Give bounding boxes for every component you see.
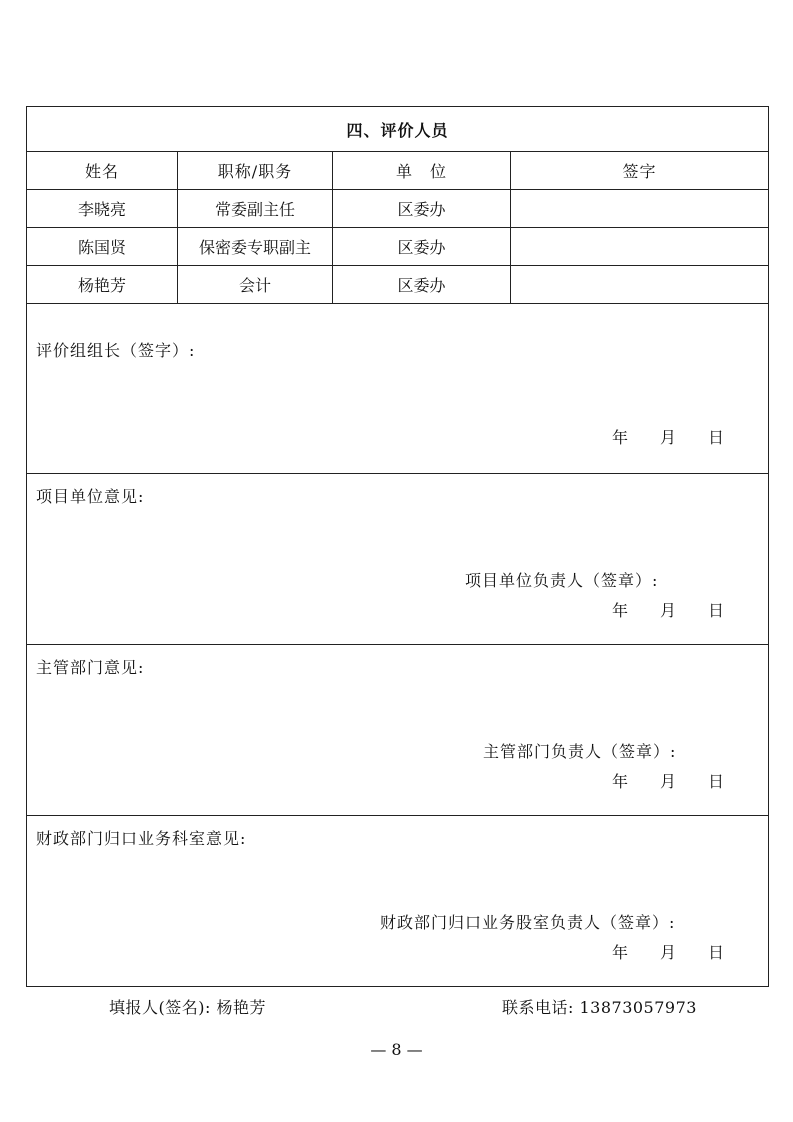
date-year: 年 xyxy=(611,772,628,791)
header-name: 姓名 xyxy=(27,152,178,190)
finance-opinion-label: 财政部门归口业务科室意见: xyxy=(36,829,247,848)
leader-date xyxy=(612,425,724,448)
unit-date xyxy=(612,598,724,621)
section-title: 四、评价人员 xyxy=(27,107,769,152)
cell-name: 李晓亮 xyxy=(27,190,178,228)
finance-opinion-panel[interactable] xyxy=(27,816,769,987)
table-header-row xyxy=(27,152,769,190)
unit-opinion-panel[interactable] xyxy=(27,474,769,645)
cell-unit: 区委办 xyxy=(333,190,511,228)
table-row xyxy=(27,190,769,228)
cell-title: 保密委专职副主 xyxy=(178,228,333,266)
leader-panel[interactable] xyxy=(27,304,769,474)
date-day: 日 xyxy=(708,943,725,962)
header-unit: 单 位 xyxy=(333,152,511,190)
date-day: 日 xyxy=(708,428,725,447)
footer-phone: 联系电话: 13873057973 xyxy=(502,998,697,1017)
cell-title: 会计 xyxy=(178,266,333,304)
date-month: 月 xyxy=(659,943,676,962)
cell-signature[interactable] xyxy=(511,190,769,228)
table-row xyxy=(27,228,769,266)
cell-name: 陈国贤 xyxy=(27,228,178,266)
cell-signature[interactable] xyxy=(511,228,769,266)
dept-date xyxy=(612,769,724,792)
unit-signer-label: 项目单位负责人（签章）: xyxy=(465,571,659,590)
evaluation-form-table xyxy=(26,106,769,987)
leader-label: 评价组组长（签字）: xyxy=(36,341,196,360)
dept-opinion-label: 主管部门意见: xyxy=(36,658,145,677)
footer-filler: 填报人(签名): 杨艳芳 xyxy=(109,998,266,1017)
date-year: 年 xyxy=(611,601,628,620)
date-year: 年 xyxy=(611,428,628,447)
dept-signer-label: 主管部门负责人（签章）: xyxy=(483,742,677,761)
date-year: 年 xyxy=(611,943,628,962)
table-row xyxy=(27,266,769,304)
cell-title: 常委副主任 xyxy=(178,190,333,228)
header-signature: 签字 xyxy=(511,152,769,190)
cell-unit: 区委办 xyxy=(333,228,511,266)
cell-signature[interactable] xyxy=(511,266,769,304)
cell-name: 杨艳芳 xyxy=(27,266,178,304)
unit-opinion-label: 项目单位意见: xyxy=(36,487,145,506)
header-title: 职称/职务 xyxy=(178,152,333,190)
finance-signer-label: 财政部门归口业务股室负责人（签章）: xyxy=(380,913,676,932)
finance-date xyxy=(612,940,724,963)
date-month: 月 xyxy=(659,601,676,620)
page-number: — 8 — xyxy=(370,1040,423,1059)
date-day: 日 xyxy=(708,601,725,620)
date-month: 月 xyxy=(659,428,676,447)
cell-unit: 区委办 xyxy=(333,266,511,304)
date-month: 月 xyxy=(659,772,676,791)
date-day: 日 xyxy=(708,772,725,791)
dept-opinion-panel[interactable] xyxy=(27,645,769,816)
